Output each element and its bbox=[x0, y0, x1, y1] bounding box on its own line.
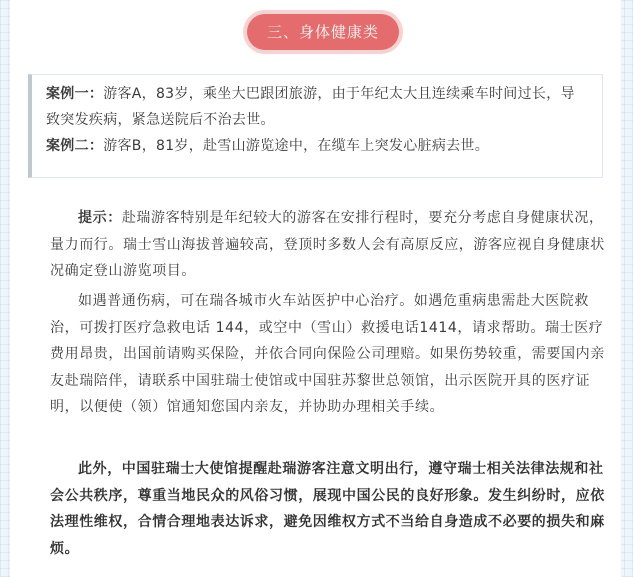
section-title: 三、身体健康类 bbox=[266, 23, 379, 41]
article-page bbox=[10, 0, 621, 577]
case-two bbox=[46, 133, 586, 159]
case-one-label: 案例一： bbox=[46, 86, 104, 102]
case-one bbox=[46, 81, 586, 133]
tips-paragraph bbox=[50, 205, 606, 285]
reminder-paragraph: 此外，中国驻瑞士大使馆提醒赴瑞游客注意文明出行，遵守瑞士相关法律法规和社会公共秩序，尊重当地民众的风俗习惯，展现中国公民的良好形象。发生纠纷时，应依法理性维权，合情合理地表达诉求，避免因维权方式不当给自身造成不必要的损失和麻烦。 bbox=[50, 461, 605, 557]
tips-text: 赴瑞游客特别是年纪较大的游客在安排行程时，要充分考虑自身健康状况，量力而行。瑞士雪山海拔普遍较高，登顶时多数人会有高原反应，游客应视自身健康状况确定登山游览项目。 bbox=[50, 210, 605, 279]
medical-paragraph: 如遇普通伤病，可在瑞各城市火车站医护中心治疗。如遇危重病患需赴大医院救治，可拨打医疗急救电话 144，或空中（雪山）救援电话1414，请求帮助。瑞士医疗费用昂贵，出国前请购买保险，并依合同向保险公司理赔。如果伤势较重，需要国内亲友赴瑞陪伴，请联系中国驻瑞士使馆或中国驻苏黎世总领馆，出示医院开具的医疗证明，以便使（领）馆通知您国内亲友，并协助办理相关手续。 bbox=[50, 293, 605, 415]
case-one-text: 游客A，83岁，乘坐大巴跟团旅游，由于年纪太大且连续乘车时间过长，导致突发疾病，紧急送院后不治去世。 bbox=[46, 86, 575, 128]
section-heading-pill bbox=[247, 14, 399, 50]
tips-label: 提示： bbox=[78, 210, 122, 226]
case-two-text: 游客B，81岁，赴雪山游览途中，在缆车上突发心脏病去世。 bbox=[103, 138, 490, 154]
case-two-label: 案例二： bbox=[46, 138, 104, 154]
